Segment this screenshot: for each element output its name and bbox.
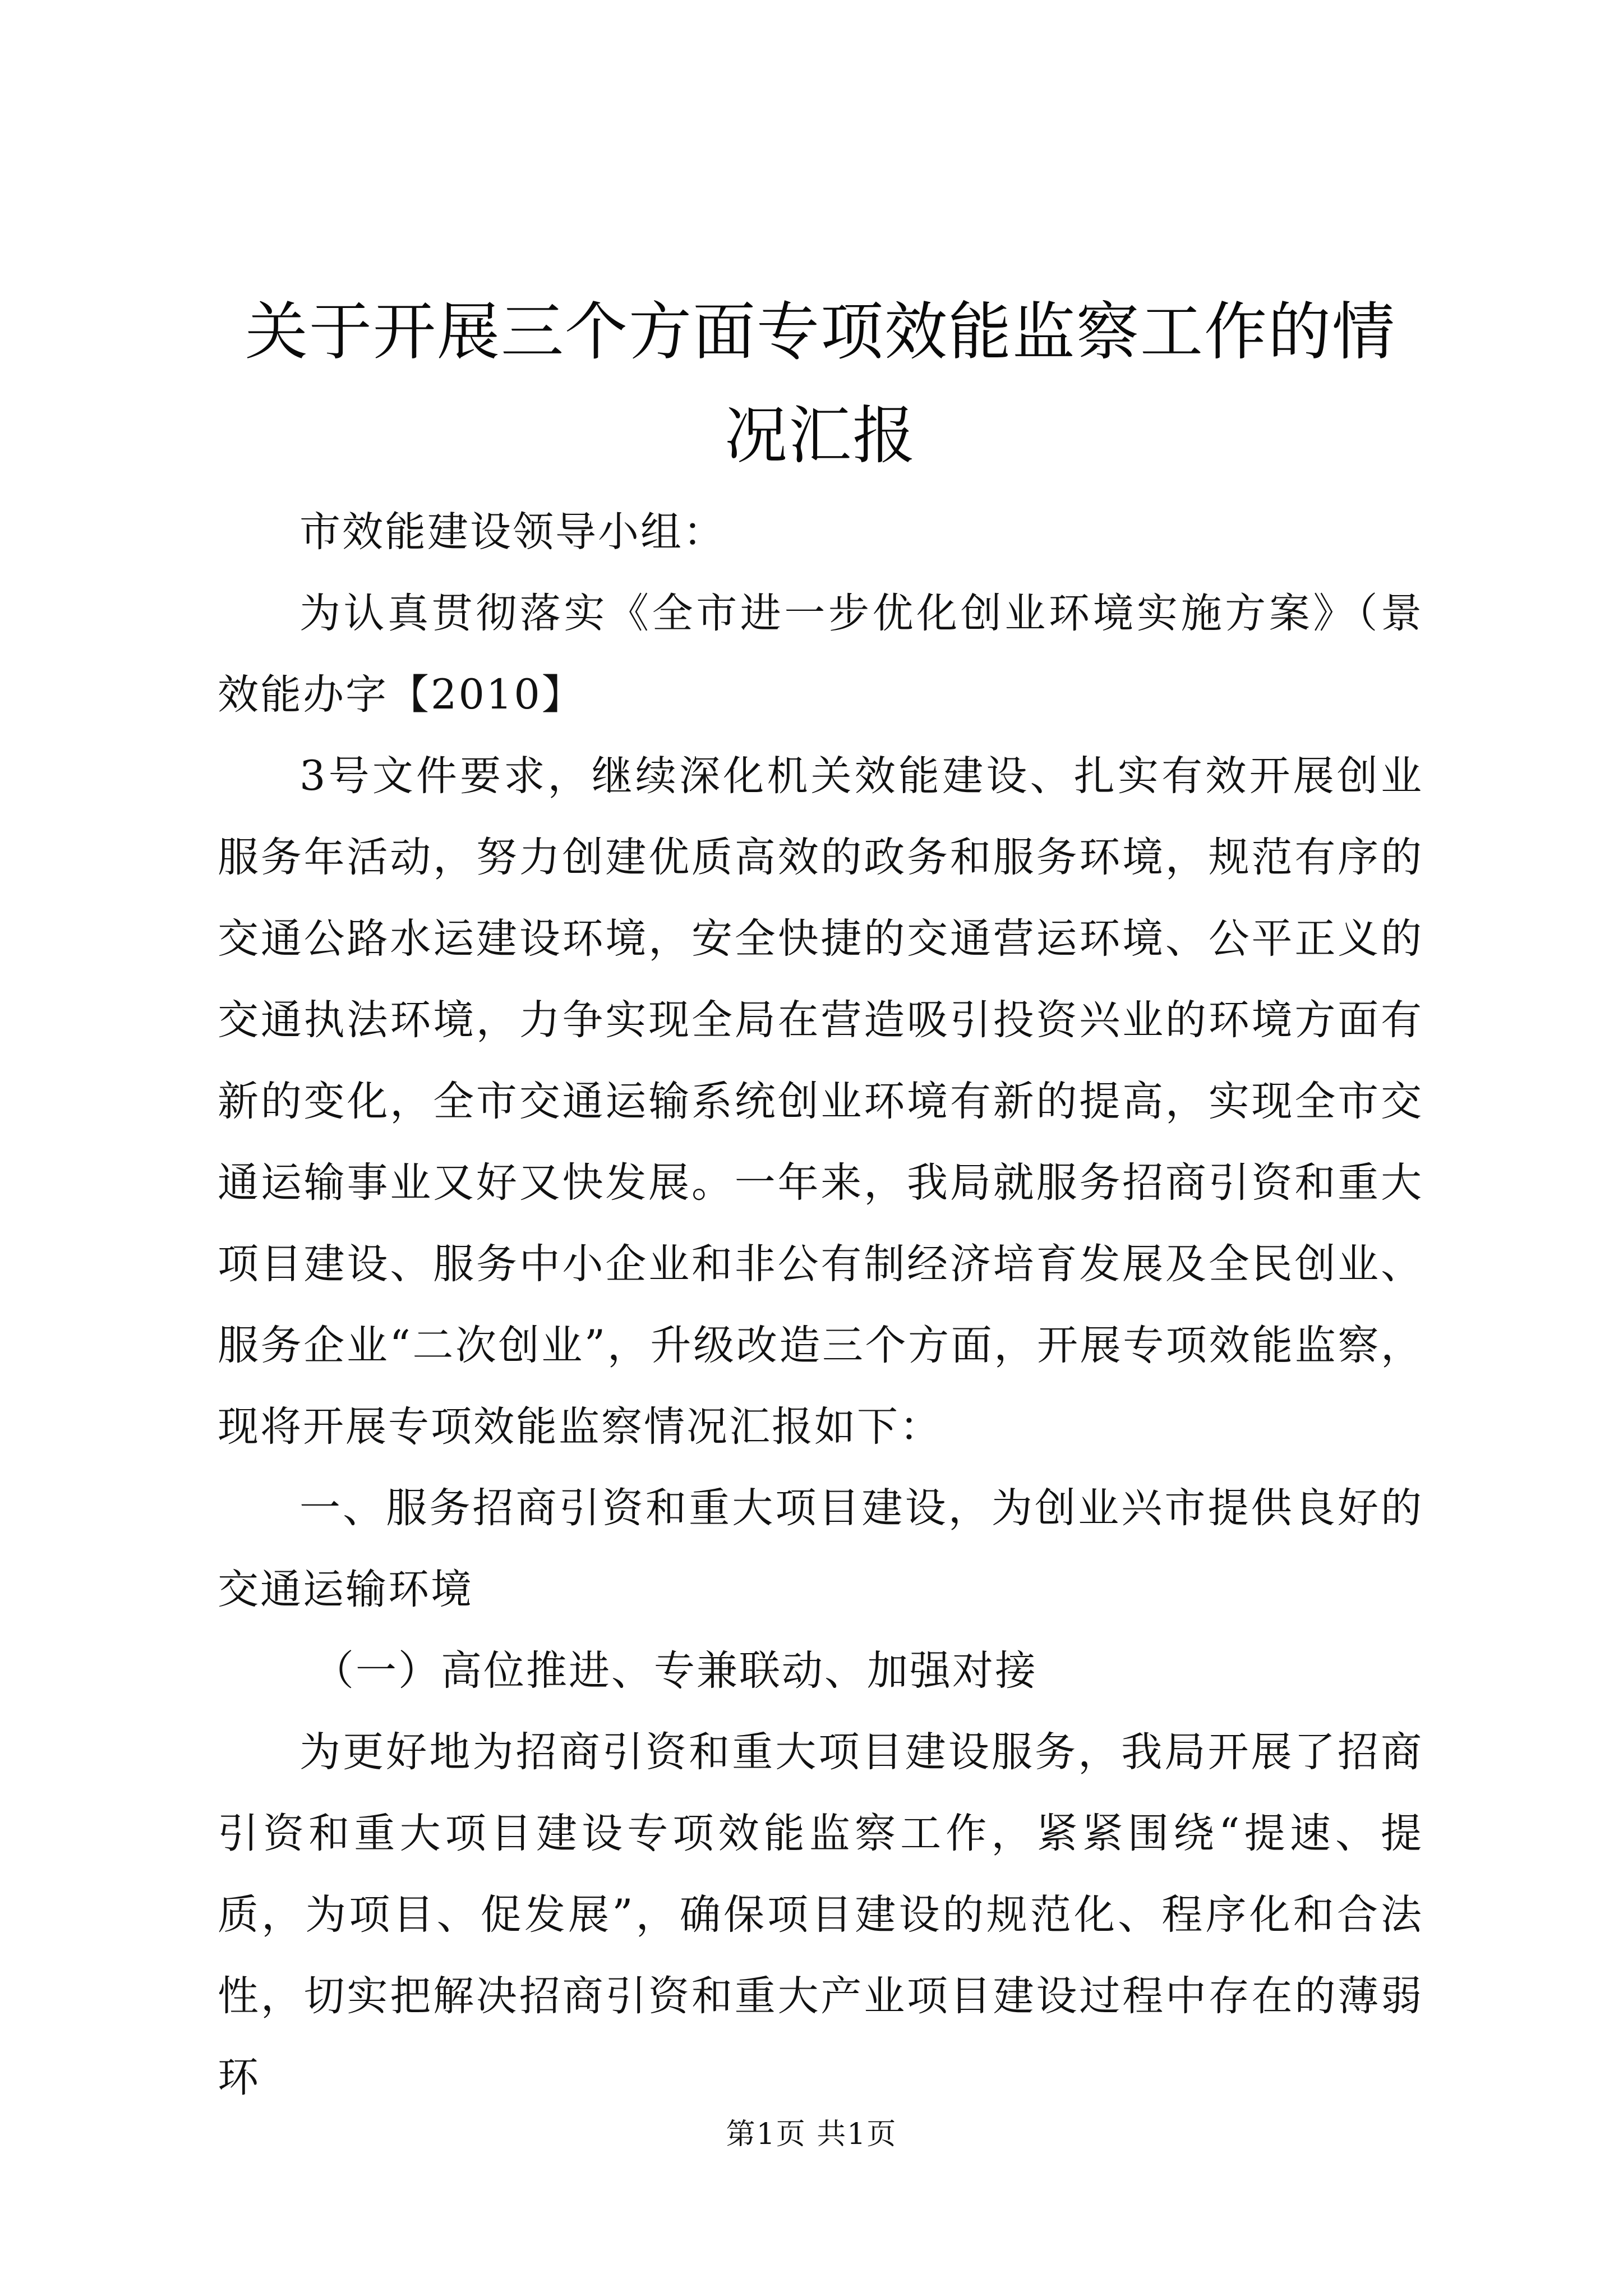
- document-title: 关于开展三个方面专项效能监察工作的情况汇报: [245, 296, 1396, 472]
- paragraph-body: 3号文件要求，继续深化机关效能建设、扎实有效开展创业服务年活动，努力创建优质高效的政务和服务环境，规范有序的交通公路水运建设环境，安全快捷的交通营运环境、公平正义的交通执法环境，力争实现全局在营造吸引投资兴业的环境方面有新的变化，全市交通运输系统创业环境有新的提高，实现全市交通运输事业又好又快发展。一年来，我局就服务招商引资和重大项目建设、服务中小企业和非公有制经济培育发展及全民创业、服务企业“二次创业”，升级改造三个方面，开展专项效能监察，现将开展专项效能监察情况汇报如下：: [218, 752, 1423, 1451]
- page-footer: 第1页 共1页: [726, 2118, 897, 2151]
- paragraph-closing: 为更好地为招商引资和重大项目建设服务，我局开展了招商引资和重大项目建设专项效能监察工作，紧紧围绕“提速、提质，为项目、促发展”，确保项目建设的规范化、程序化和合法性，切实把解决招商引资和重大产业项目建设过程中存在的薄弱环: [218, 1728, 1423, 2101]
- sub-heading: （一）高位推进、专兼联动、加强对接: [313, 1647, 1038, 1695]
- paragraph-intro: 为认真贯彻落实《全市进一步优化创业环境实施方案》（景效能办字【2010】: [218, 590, 1423, 719]
- salutation: 市效能建设领导小组：: [299, 508, 726, 556]
- section-heading: 一、服务招商引资和重大项目建设，为创业兴市提供良好的交通运输环境: [218, 1484, 1423, 1613]
- document-body: [218, 280, 1423, 2118]
